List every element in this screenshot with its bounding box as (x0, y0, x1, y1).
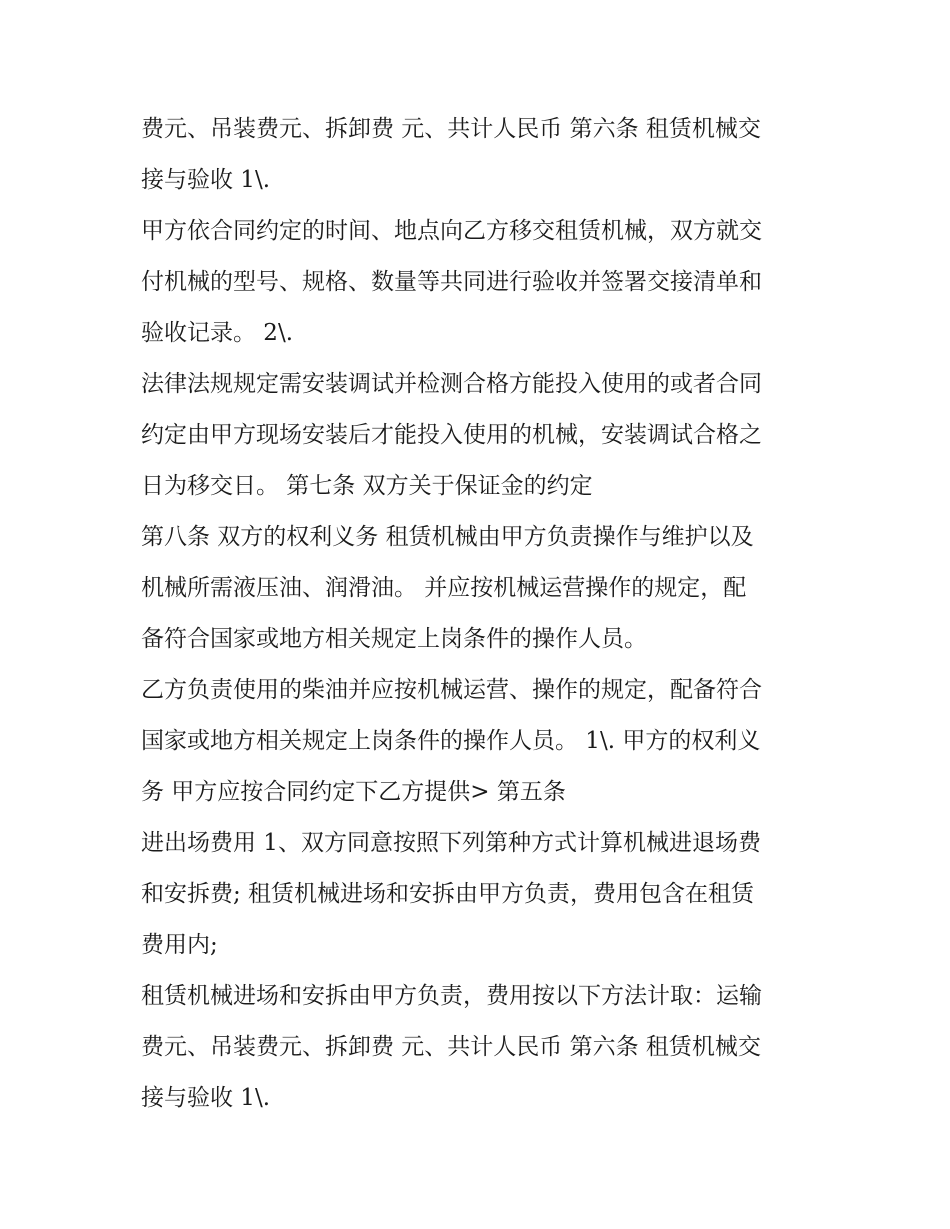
text-line: 甲方依合同约定的时间、地点向乙方移交租赁机械，双方就交 (141, 218, 762, 244)
paragraph-6 (141, 818, 821, 971)
text-line: 机械所需液压油、润滑油。 并应按机械运营操作的规定，配 (141, 575, 747, 601)
text-line: 国家或地方相关规定上岗条件的操作人员。 1\. 甲方的权利义 (141, 728, 761, 754)
document-body (141, 104, 821, 1124)
paragraph-7 (141, 971, 821, 1124)
text-line: 乙方负责使用的柴油并应按机械运营、操作的规定，配备符合 (141, 677, 762, 703)
paragraph-5 (141, 665, 821, 818)
text-line: 和安拆费; 租赁机械进场和安拆由甲方负责，费用包含在租赁 (141, 881, 755, 907)
text-line: 约定由甲方现场安装后才能投入使用的机械，安装调试合格之 (141, 422, 762, 448)
text-line: 接与验收 1\. (141, 167, 271, 193)
paragraph-1 (141, 104, 821, 206)
text-line: 费用内; (141, 932, 218, 958)
text-line: 备符合国家或地方相关规定上岗条件的操作人员。 (141, 626, 647, 652)
text-line: 付机械的型号、规格、数量等共同进行验收并签署交接清单和 (141, 269, 762, 295)
paragraph-3 (141, 359, 821, 512)
text-line: 日为移交日。 第七条 双方关于保证金的约定 (141, 473, 593, 499)
text-line: 租赁机械进场和安拆由甲方负责，费用按以下方法计取：运输 (141, 983, 762, 1009)
paragraph-4 (141, 512, 821, 665)
text-line: 进出场费用 1、双方同意按照下列第种方式计算机械进退场费 (141, 830, 761, 856)
text-line: 费元、吊装费元、拆卸费 元、共计人民币 第六条 租赁机械交 (141, 116, 761, 142)
text-line: 务 甲方应按合同约定下乙方提供> 第五条 (141, 779, 566, 805)
text-line: 费元、吊装费元、拆卸费 元、共计人民币 第六条 租赁机械交 (141, 1034, 761, 1060)
text-line: 第八条 双方的权利义务 租赁机械由甲方负责操作与维护以及 (141, 524, 754, 550)
text-line: 法律法规规定需安装调试并检测合格方能投入使用的或者合同 (141, 371, 762, 397)
text-line: 验收记录。 2\. (141, 320, 294, 346)
text-line: 接与验收 1\. (141, 1085, 271, 1111)
paragraph-2 (141, 206, 821, 359)
